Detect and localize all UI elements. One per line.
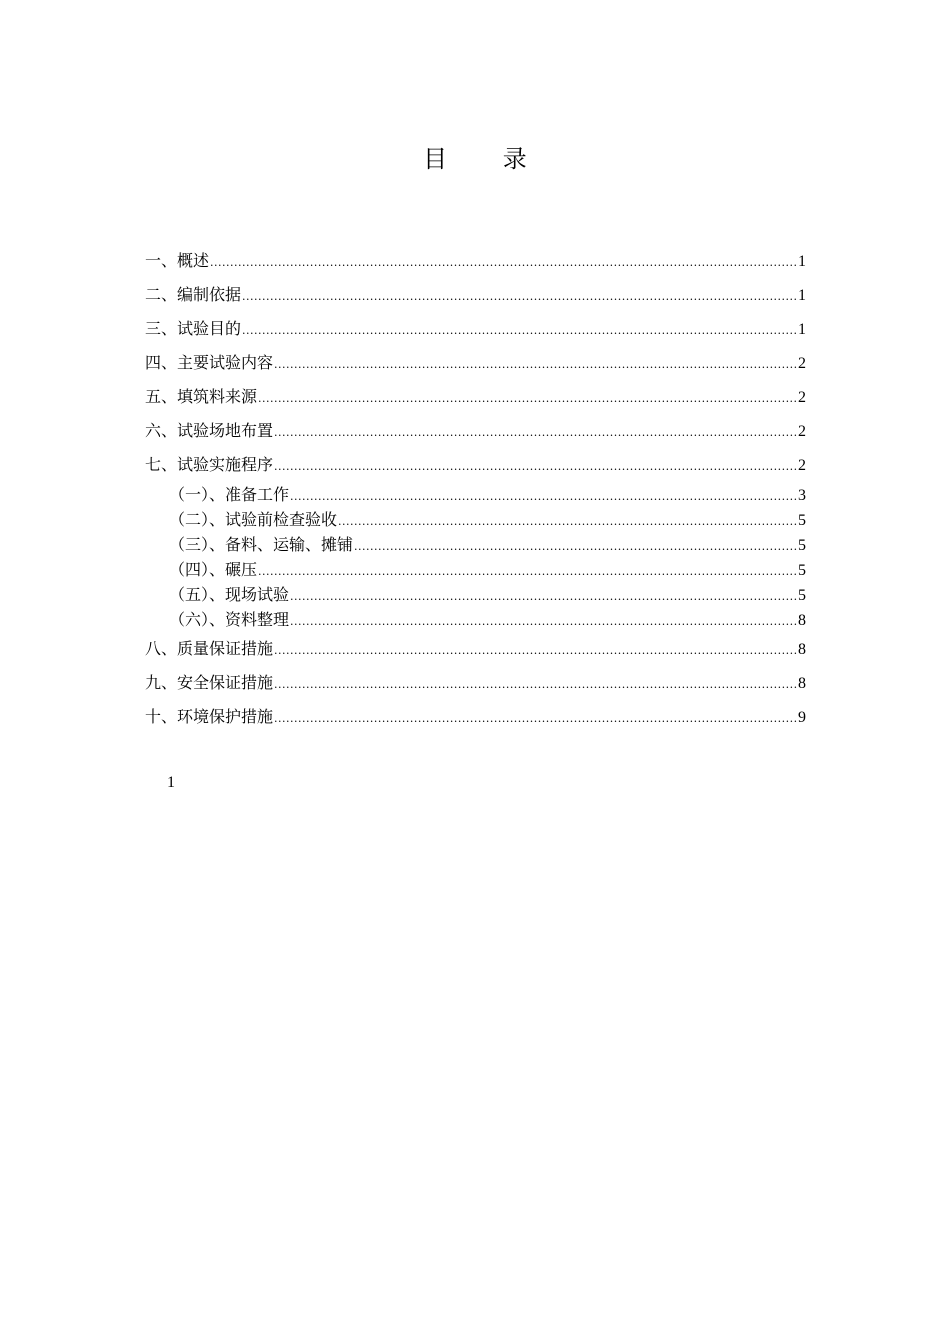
toc-entry-label: 十、环境保护措施	[145, 707, 274, 726]
toc-entry-label: 一、概述	[145, 251, 210, 270]
toc-dot-leader	[290, 584, 797, 609]
toc-entry-label: 二、编制依据	[145, 285, 242, 304]
toc-subentry-page: 5	[798, 587, 806, 604]
toc-subentry-page: 5	[798, 512, 806, 529]
toc-dot-leader	[290, 484, 797, 509]
toc-entry-page: 1	[798, 253, 806, 270]
toc-subentry[interactable]	[145, 557, 806, 582]
toc-entry-page: 2	[798, 423, 806, 440]
toc-subentry-page: 5	[798, 562, 806, 579]
toc-subentry-label: （二）、试验前检查验收	[169, 510, 338, 529]
toc-entry-page: 9	[798, 709, 806, 726]
toc-entry-label: 三、试验目的	[145, 319, 242, 338]
table-of-contents	[145, 244, 806, 734]
toc-entry[interactable]	[145, 380, 806, 414]
toc-subentry-label: （三）、备料、运输、摊铺	[169, 535, 354, 554]
toc-entry[interactable]	[145, 448, 806, 482]
toc-dot-leader	[258, 559, 797, 584]
toc-entry[interactable]	[145, 346, 806, 380]
toc-entry-label: 四、主要试验内容	[145, 353, 274, 372]
toc-entry[interactable]	[145, 312, 806, 346]
toc-entry[interactable]	[145, 414, 806, 448]
toc-subentry[interactable]	[145, 482, 806, 507]
toc-entry[interactable]	[145, 700, 806, 734]
toc-entry-label: 九、安全保证措施	[145, 673, 274, 692]
toc-dot-leader	[258, 382, 797, 416]
toc-entry-label: 五、填筑料来源	[145, 387, 258, 406]
toc-dot-leader	[242, 314, 797, 348]
toc-subentry-label: （五）、现场试验	[169, 585, 290, 604]
toc-entry-label: 七、试验实施程序	[145, 455, 274, 474]
toc-subentry-page: 3	[798, 487, 806, 504]
toc-subentry[interactable]	[145, 532, 806, 557]
toc-subentry-page: 8	[798, 612, 806, 629]
toc-subentry[interactable]	[145, 507, 806, 532]
toc-dot-leader	[274, 634, 797, 668]
toc-dot-leader	[338, 509, 797, 534]
toc-subentry-label: （六）、资料整理	[169, 610, 290, 629]
toc-entry[interactable]	[145, 244, 806, 278]
toc-entry-page: 8	[798, 641, 806, 658]
toc-subentry-page: 5	[798, 537, 806, 554]
toc-dot-leader	[274, 702, 797, 736]
toc-dot-leader	[242, 280, 797, 314]
toc-entry-page: 8	[798, 675, 806, 692]
toc-dot-leader	[274, 348, 797, 382]
toc-dot-leader	[274, 668, 797, 702]
toc-subentry-label: （一）、准备工作	[169, 485, 290, 504]
toc-dot-leader	[290, 609, 797, 634]
toc-entry-page: 2	[798, 457, 806, 474]
toc-dot-leader	[274, 450, 797, 484]
toc-dot-leader	[210, 246, 797, 280]
toc-dot-leader	[354, 534, 797, 559]
toc-entry-page: 1	[798, 287, 806, 304]
toc-entry-page: 2	[798, 389, 806, 406]
toc-dot-leader	[274, 416, 797, 450]
toc-title: 目 录	[423, 145, 551, 173]
toc-entry[interactable]	[145, 666, 806, 700]
page-number: 1	[167, 774, 175, 791]
toc-subentry[interactable]	[145, 582, 806, 607]
toc-entry-label: 八、质量保证措施	[145, 639, 274, 658]
toc-entry[interactable]	[145, 278, 806, 312]
toc-subentry-label: （四）、碾压	[169, 560, 258, 579]
toc-subentry[interactable]	[145, 607, 806, 632]
toc-entry[interactable]	[145, 632, 806, 666]
toc-entry-label: 六、试验场地布置	[145, 421, 274, 440]
toc-entry-page: 1	[798, 321, 806, 338]
toc-entry-page: 2	[798, 355, 806, 372]
